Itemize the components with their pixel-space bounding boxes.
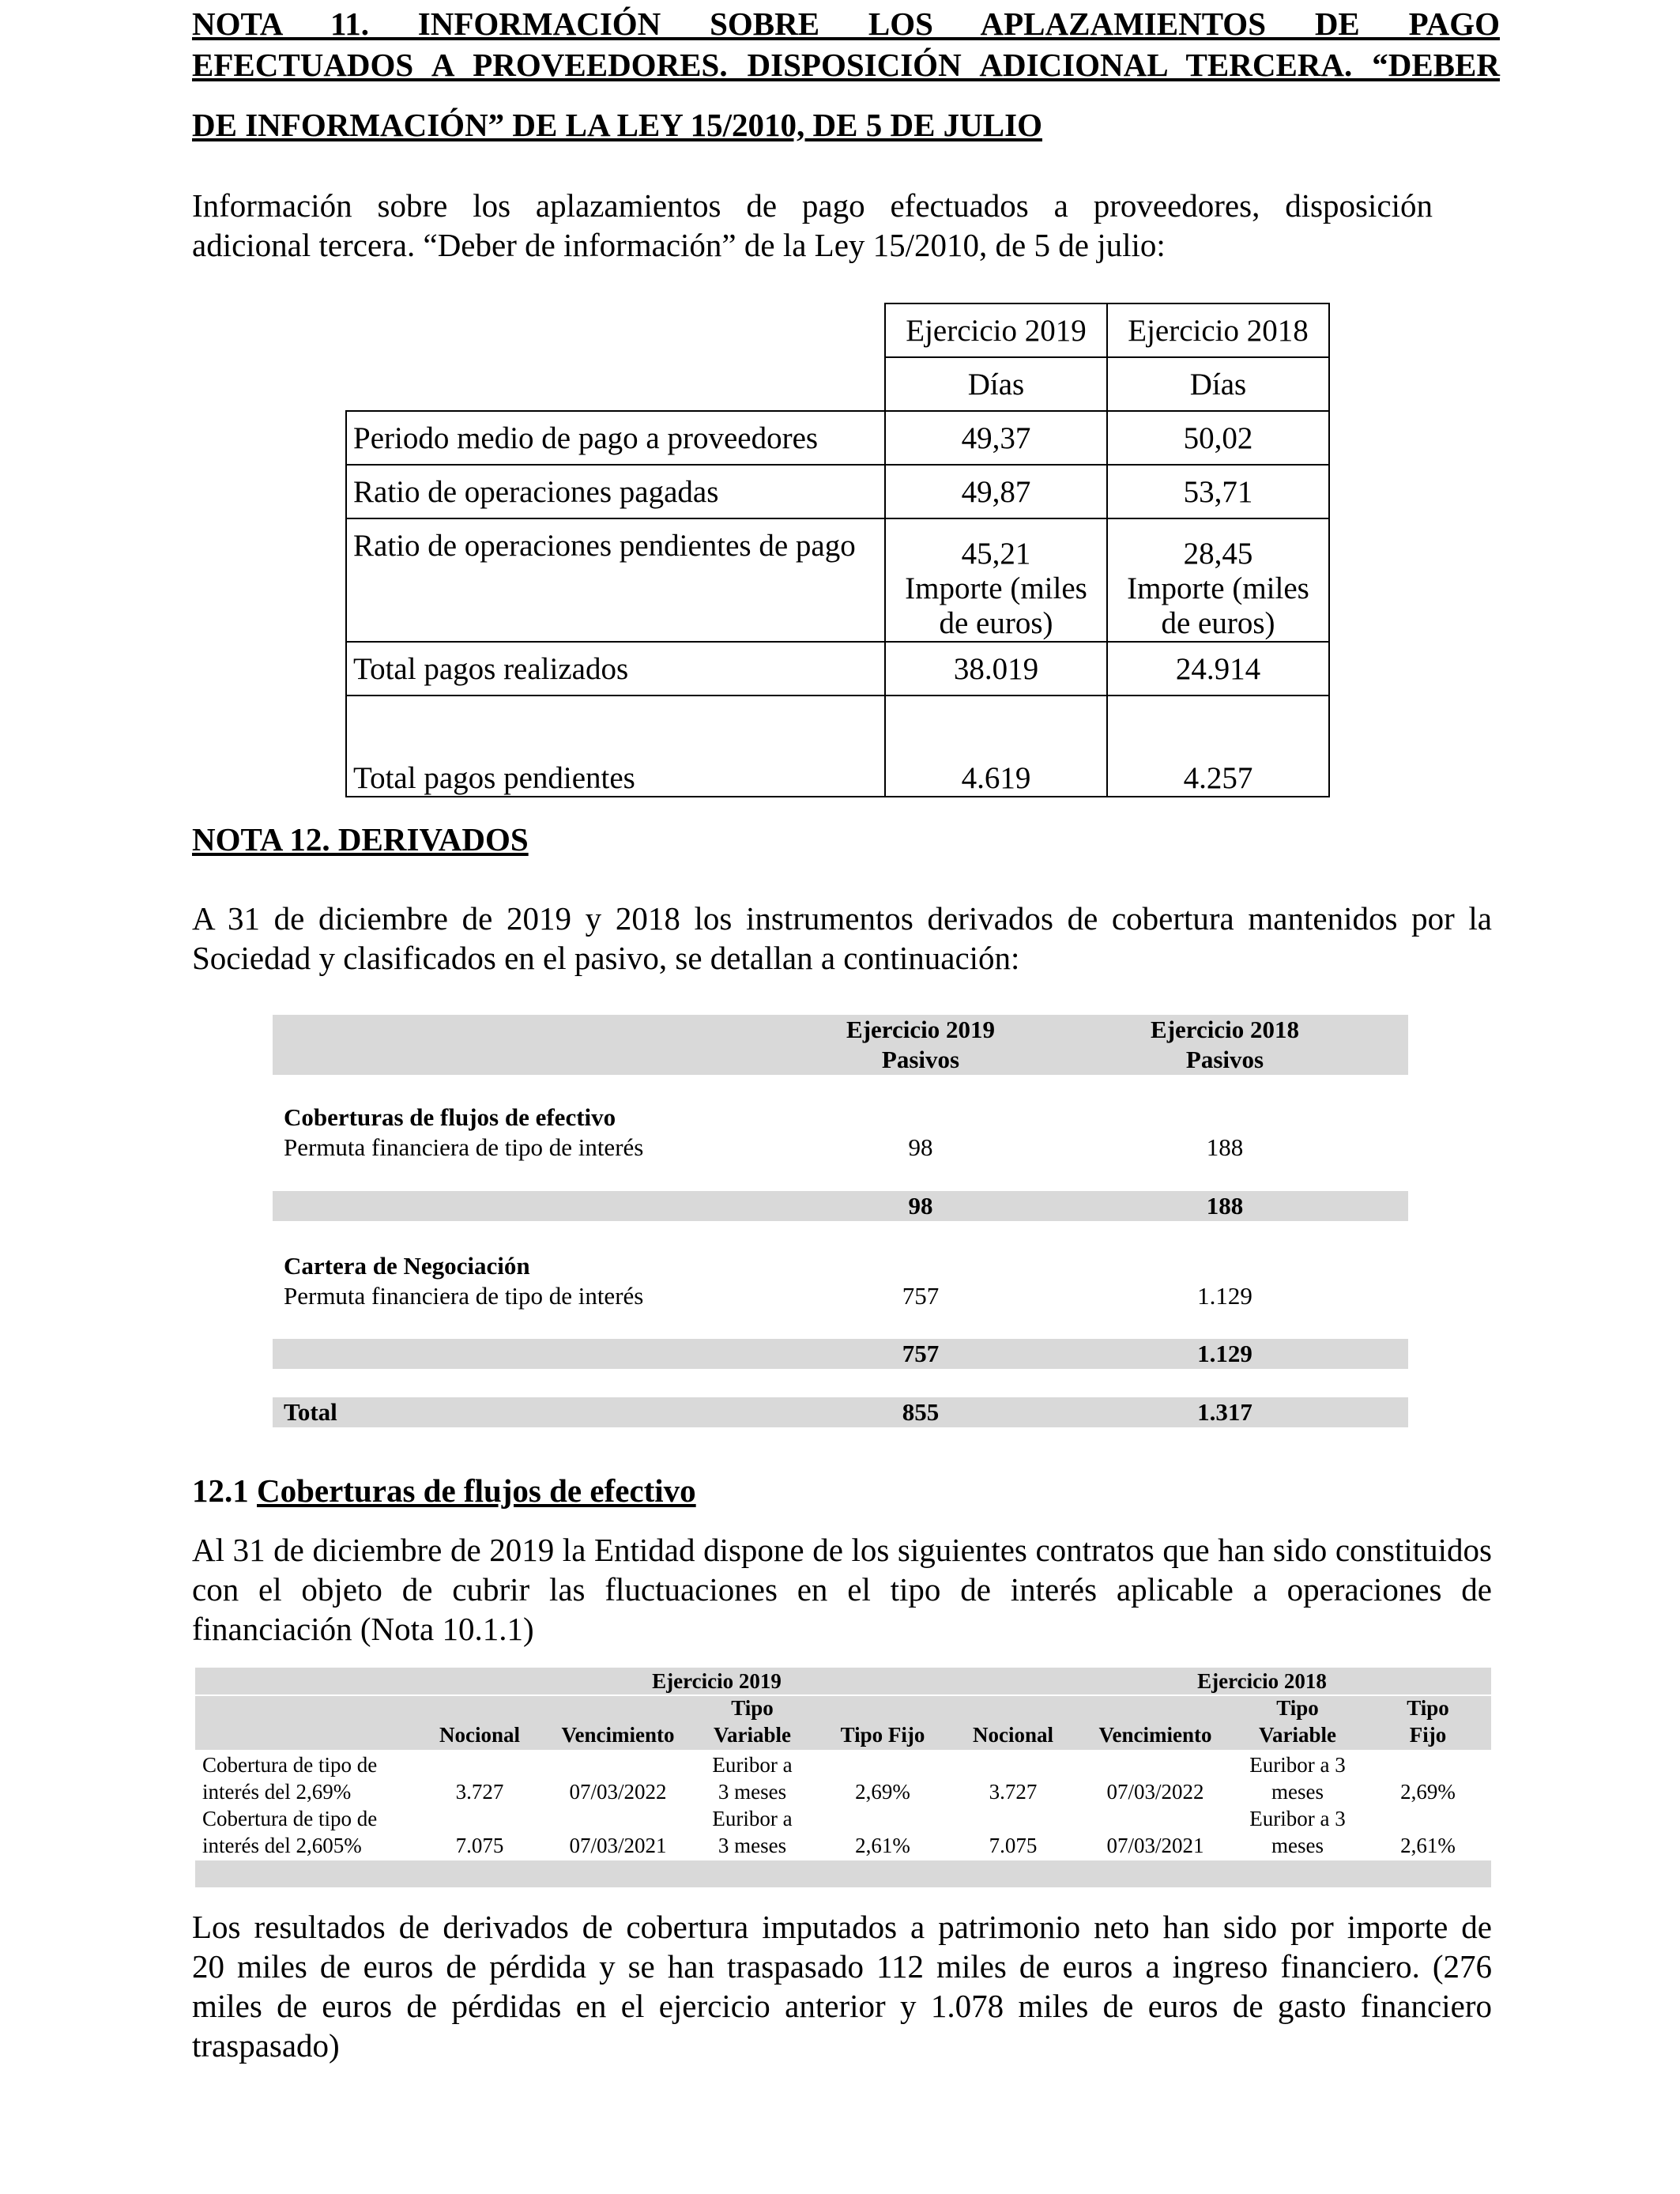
row-value-2019: 4.619 xyxy=(885,696,1107,797)
row2-variable18-line1: Euribor a 3 xyxy=(1249,1807,1346,1830)
row2-variable-2019 xyxy=(697,1805,808,1859)
row1-nocional-2019: 3.727 xyxy=(455,1780,504,1804)
row2-variable-line2: 3 meses xyxy=(718,1834,787,1857)
subtotal-row xyxy=(273,1191,1408,1221)
sec121-heading xyxy=(192,1470,696,1511)
sec121-p2-line1: Los resultados de derivados de cobertura imputados a patrimonio neto han sido por importe de xyxy=(192,1909,1492,1945)
col-tipo-fijo-2019: Tipo Fijo xyxy=(840,1723,925,1747)
unit-days-2019: Días xyxy=(885,357,1107,411)
row2-label-line2: interés del 2,605% xyxy=(202,1834,362,1857)
col-2018-label: Ejercicio 2018 xyxy=(1151,1016,1299,1043)
row-value-2018: 188 xyxy=(1206,1133,1244,1161)
total-2019: 855 xyxy=(902,1398,940,1426)
row-value-2018: 50,02 xyxy=(1107,411,1329,465)
group-heading xyxy=(273,1103,1408,1133)
col-header-2019: Ejercicio 2019 xyxy=(885,303,1107,357)
unit-importe-line1: Importe (miles xyxy=(905,571,1087,605)
row-label: Permuta financiera de tipo de interés xyxy=(284,1282,644,1310)
row1-vencimiento-2018: 07/03/2022 xyxy=(1106,1780,1204,1804)
table-row xyxy=(273,1133,1408,1163)
row2-variable-2018 xyxy=(1230,1805,1365,1859)
total-row xyxy=(273,1397,1408,1427)
table-row xyxy=(273,1282,1408,1312)
unit-importe-2019 xyxy=(885,571,1107,642)
row2-nocional-2019: 7.075 xyxy=(455,1834,504,1857)
col-tipo-label: Tipo xyxy=(731,1696,774,1720)
total-label: Total xyxy=(284,1398,337,1426)
subtotal-row xyxy=(273,1339,1408,1369)
row2-label-line1: Cobertura de tipo de xyxy=(202,1807,378,1830)
col-header-2019 xyxy=(814,1015,1027,1075)
row-value-2019: 757 xyxy=(902,1282,940,1310)
sec121-paragraph2 xyxy=(192,1907,1492,2065)
row1-vencimiento-2019: 07/03/2022 xyxy=(569,1780,667,1804)
row1-variable-line1: Euribor a xyxy=(712,1753,793,1777)
nota11-title-line2: EFECTUADOS A PROVEEDORES. DISPOSICIÓN ADICIONAL TERCERA. “DEBER xyxy=(192,47,1500,83)
row2-variable18-line2: meses xyxy=(1271,1834,1324,1857)
nota12-intro xyxy=(192,899,1492,978)
row-value-2019: 49,37 xyxy=(885,411,1107,465)
row-value-2018: 4.257 xyxy=(1107,696,1329,797)
row2-variable-line1: Euribor a xyxy=(712,1807,793,1830)
col-variable-label: Variable xyxy=(1258,1723,1336,1747)
row-label: Total pagos realizados xyxy=(346,642,885,696)
nota11-intro-line1: Información sobre los aplazamientos de pago efectuados a proveedores, disposición xyxy=(192,187,1433,224)
row-value-2019: 98 xyxy=(908,1133,933,1161)
row-label: Total pagos pendientes xyxy=(346,696,885,797)
col-fijo-label: Fijo xyxy=(1409,1723,1447,1747)
table-row xyxy=(346,518,1329,571)
row-value-2019: 38.019 xyxy=(885,642,1107,696)
table-header xyxy=(273,1015,1408,1075)
row1-fijo-2018: 2,69% xyxy=(1400,1780,1456,1804)
group-label: Cartera de Negociación xyxy=(284,1252,530,1280)
group-header-2019: Ejercicio 2019 xyxy=(652,1669,782,1693)
unit-importe-line2: de euros) xyxy=(1161,606,1275,640)
group-header-2018: Ejercicio 2018 xyxy=(1197,1669,1327,1693)
unit-days-2018: Días xyxy=(1107,357,1329,411)
row1-label xyxy=(202,1751,416,1805)
row-value-2018: 1.129 xyxy=(1197,1282,1252,1310)
row2-vencimiento-2019: 07/03/2021 xyxy=(569,1834,667,1857)
sec121-p1-line1: Al 31 de diciembre de 2019 la Entidad dispone de los siguientes contratos que han sido constituidos xyxy=(192,1532,1492,1568)
row-label: Ratio de operaciones pendientes de pago xyxy=(346,518,885,571)
col-header-2018: Ejercicio 2018 xyxy=(1107,303,1329,357)
row2-vencimiento-2018: 07/03/2021 xyxy=(1106,1834,1204,1857)
row-label: Permuta financiera de tipo de interés xyxy=(284,1133,644,1161)
sec121-p2-line4: traspasado) xyxy=(192,2027,340,2064)
row1-variable18-line2: meses xyxy=(1271,1780,1324,1804)
row1-variable-line2: 3 meses xyxy=(718,1780,787,1804)
col-vencimiento-2018: Vencimiento xyxy=(1098,1723,1212,1747)
row-label: Periodo medio de pago a proveedores xyxy=(346,411,885,465)
col-tipo-label: Tipo xyxy=(1407,1696,1449,1720)
sec121-p1-line3: financiación (Nota 10.1.1) xyxy=(192,1611,534,1647)
row-value-2018: 24.914 xyxy=(1107,642,1329,696)
row1-variable-2018 xyxy=(1230,1751,1365,1805)
table-row xyxy=(346,411,1329,465)
subtotal-2018: 188 xyxy=(1206,1192,1244,1220)
table-row xyxy=(346,696,1329,797)
col-nocional-2018: Nocional xyxy=(972,1723,1053,1747)
row1-variable-2019 xyxy=(697,1751,808,1805)
row2-fijo-2019: 2,61% xyxy=(855,1834,910,1857)
row1-label-line2: interés del 2,69% xyxy=(202,1780,352,1804)
col-header-2018 xyxy=(1122,1015,1328,1075)
col-nocional-2019: Nocional xyxy=(439,1723,520,1747)
sec121-p1-line2: con el objeto de cubrir las fluctuaciones en el tipo de interés aplicable a operaciones de xyxy=(192,1571,1492,1608)
col-vencimiento-2019: Vencimiento xyxy=(561,1723,675,1747)
table-row xyxy=(346,642,1329,696)
row-value-2019: 45,21 xyxy=(885,518,1107,571)
row1-fijo-2019: 2,69% xyxy=(855,1780,910,1804)
nota11-title-line3: DE INFORMACIÓN” DE LA LEY 15/2010, DE 5 DE JULIO xyxy=(192,107,1042,143)
nota11-title-line1: NOTA 11. INFORMACIÓN SOBRE LOS APLAZAMIENTOS DE PAGO xyxy=(192,6,1500,42)
row-label: Ratio de operaciones pagadas xyxy=(346,465,885,518)
col-tipo-variable-2018 xyxy=(1242,1695,1353,1748)
sec121-p2-line2: 20 miles de euros de pérdida y se han traspasado 112 miles de euros a ingreso financiero. (276 xyxy=(192,1948,1492,1985)
table-row xyxy=(346,465,1329,518)
col-variable-label: Variable xyxy=(713,1723,791,1747)
sec121-p2-line3: miles de euros de pérdidas en el ejercicio anterior y 1.078 miles de euros de gasto financiero xyxy=(192,1988,1492,2024)
row-value-2018: 53,71 xyxy=(1107,465,1329,518)
row2-label xyxy=(202,1805,416,1859)
row2-nocional-2018: 7.075 xyxy=(989,1834,1038,1857)
row-value-2019: 49,87 xyxy=(885,465,1107,518)
unit-importe-line2: de euros) xyxy=(939,606,1053,640)
nota12-intro-line2: Sociedad y clasificados en el pasivo, se detallan a continuación: xyxy=(192,940,1020,976)
unit-importe-2018 xyxy=(1107,571,1329,642)
sec121-title: Coberturas de flujos de efectivo xyxy=(257,1472,696,1509)
payment-periods-table xyxy=(345,303,1330,797)
col-2019-sub: Pasivos xyxy=(881,1046,960,1073)
col-tipo-label: Tipo xyxy=(1276,1696,1319,1720)
group-heading xyxy=(273,1252,1408,1282)
row1-variable18-line1: Euribor a 3 xyxy=(1249,1753,1346,1777)
row1-label-line1: Cobertura de tipo de xyxy=(202,1753,378,1777)
subtotal-2018: 1.129 xyxy=(1197,1340,1252,1367)
col-2018-sub: Pasivos xyxy=(1185,1046,1264,1073)
sec121-number: 12.1 xyxy=(192,1472,249,1509)
col-tipo-variable-2019 xyxy=(697,1695,808,1748)
unit-importe-line1: Importe (miles xyxy=(1127,571,1309,605)
sec121-paragraph1 xyxy=(192,1530,1492,1649)
col-2019-label: Ejercicio 2019 xyxy=(846,1016,995,1043)
subtotal-2019: 98 xyxy=(908,1192,933,1220)
total-2018: 1.317 xyxy=(1197,1398,1252,1426)
row-value-2018: 28,45 xyxy=(1107,518,1329,571)
nota12-title: NOTA 12. DERIVADOS xyxy=(192,821,529,858)
group-label: Coberturas de flujos de efectivo xyxy=(284,1103,616,1131)
row2-fijo-2018: 2,61% xyxy=(1400,1834,1456,1857)
nota12-intro-line1: A 31 de diciembre de 2019 y 2018 los instrumentos derivados de cobertura mantenidos por la xyxy=(192,900,1492,937)
row1-nocional-2018: 3.727 xyxy=(989,1780,1038,1804)
col-fijo-2018 xyxy=(1381,1695,1475,1748)
nota11-intro xyxy=(192,186,1433,265)
subtotal-2019: 757 xyxy=(902,1340,940,1367)
nota11-intro-line2: adicional tercera. “Deber de información” de la Ley 15/2010, de 5 de julio: xyxy=(192,227,1166,263)
